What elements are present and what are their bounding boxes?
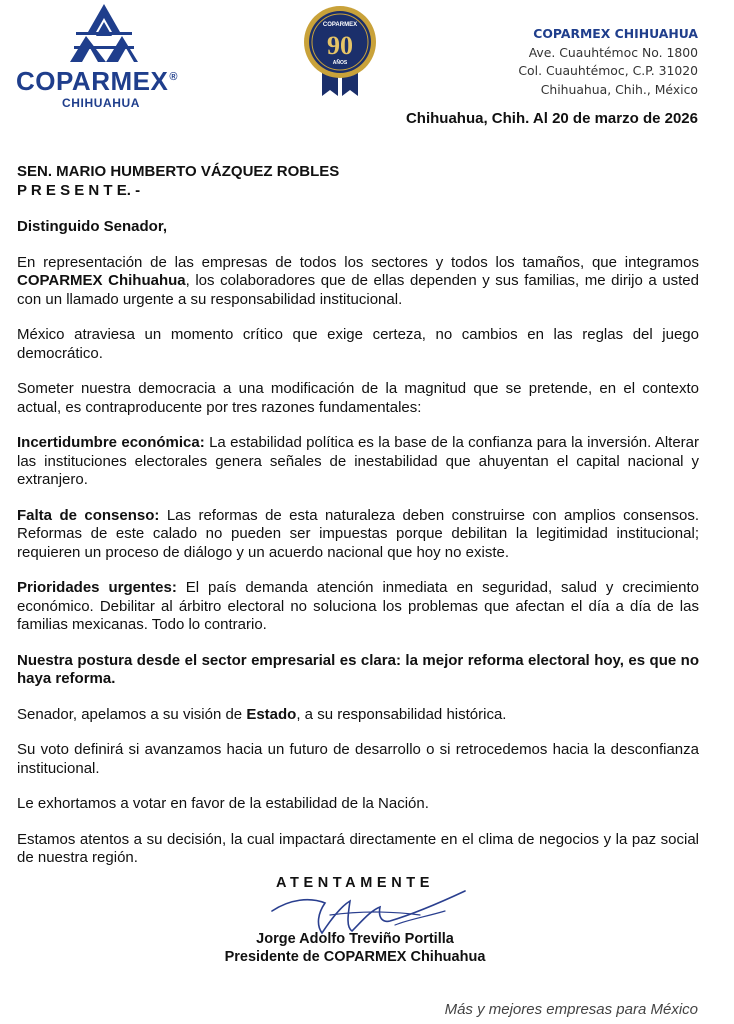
sender-org: COPARMEX CHIHUAHUA	[533, 26, 698, 41]
paragraph-3: Someter nuestra democracia a una modificación de la magnitud que se pretende, en el contexto actual, es contraproducente por tres razones fundamentales:	[17, 380, 699, 416]
90-years-seal-icon	[300, 4, 380, 98]
coparmex-logo	[16, 2, 192, 112]
address-line-2: Col. Cuauhtémoc, C.P. 31020	[518, 63, 698, 78]
coparmex-emblem-icon	[68, 2, 140, 64]
seal-number: 90	[327, 31, 353, 60]
signatory	[170, 930, 540, 966]
logo-wordmark: COPARMEX®	[16, 66, 178, 96]
reason-1: Incertidumbre económica: La estabilidad política es la base de la confianza para la inversión. Alterar las instituciones electorales genera señales de inestabilidad que ahuyentan el capital nacional y extranjero.	[17, 434, 700, 488]
recipient-name: SEN. MARIO HUMBERTO VÁZQUEZ ROBLES	[17, 163, 340, 180]
reason-3: Prioridades urgentes: El país demanda atención inmediata en seguridad, salud y crecimiento económico. Debilitar al árbitro electoral no soluciona los problemas que afectan el día a día de las familias mexicanas. Todo lo contrario.	[17, 579, 699, 633]
paragraph-7: Estamos atentos a su decisión, la cual impactará directamente en el clima de negocios y la paz social de nuestra región.	[17, 830, 699, 866]
reason-2: Falta de consenso: Las reformas de esta naturaleza deben construirse con amplios consensos. Reformas de este calado no pueden ser impuestas porque debilitan la legitimidad institucional; requieren un proceso de diálogo y un acuerdo nacional que hoy no existe.	[17, 506, 699, 561]
footer-tagline: Más y mejores empresas para México	[444, 1001, 698, 1018]
address-line-3: Chihuahua, Chih., México	[540, 81, 698, 97]
signature-block	[170, 875, 540, 965]
letter-body	[17, 163, 699, 885]
address-line-1: Ave. Cuauhtémoc No. 1800	[528, 44, 698, 60]
paragraph-2: México atraviesa un momento crítico que exige certeza, no cambios en las reglas del juego democrático.	[17, 326, 699, 362]
signatory-name: Jorge Adolfo Treviño Portilla	[256, 931, 454, 947]
seal-bottom-text: AÑOS	[332, 60, 348, 66]
signatory-title: Presidente de COPARMEX Chihuahua	[224, 949, 486, 965]
stance-statement: Nuestra postura desde el sector empresarial es clara: la mejor reforma electoral hoy, es que no haya reforma.	[17, 651, 699, 687]
recipient-block	[17, 163, 699, 200]
paragraph-4: Senador, apelamos a su visión de Estado, a su responsabilidad histórica.	[17, 705, 507, 723]
seal-top-text: COPARMEX	[322, 22, 358, 28]
logo-city: CHIHUAHUA	[62, 96, 141, 110]
recipient-presente: P R E S E N T E. -	[17, 181, 141, 199]
paragraph-6: Le exhortamos a votar en favor de la estabilidad de la Nación.	[17, 795, 429, 812]
sender-address	[518, 25, 698, 99]
paragraph-5: Su voto definirá si avanzamos hacia un futuro de desarrollo o si retrocedemos hacia la desconfianza institucional.	[17, 741, 699, 777]
dateline: Chihuahua, Chih. Al 20 de marzo de 2026	[405, 110, 698, 127]
closing: ATENTAMENTE	[276, 875, 434, 891]
paragraph-1: En representación de las empresas de todos los sectores y todos los tamaños, que integramos COPARMEX Chihuahua, los colaboradores que de ellas dependen y sus familias, me dirijo a usted con un llamado urgente a su responsabilidad institucional.	[17, 253, 699, 308]
greeting: Distinguido Senador,	[17, 218, 168, 235]
